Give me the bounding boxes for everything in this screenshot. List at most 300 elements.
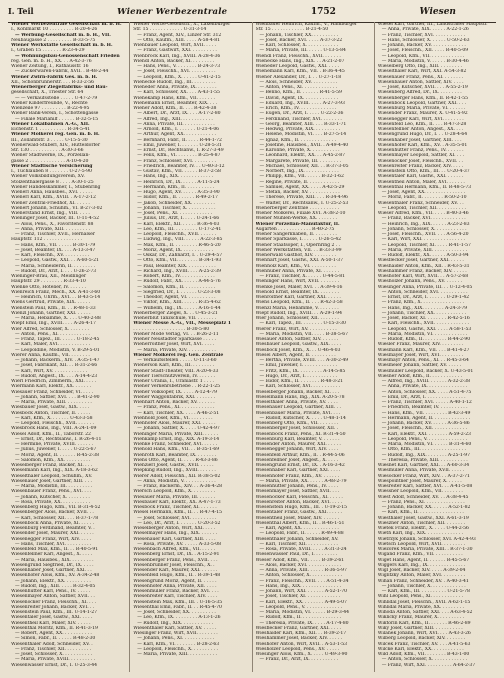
directory-entry: Wiesmayr Anton, Pens., XI. . . R-45-3-64 <box>377 358 469 363</box>
directory-entry: — Verkaufsstellen . . . . . U-11-3-60 <box>137 358 217 363</box>
directory-entry: Wietrzyk Johann, Schlosser, XVI. A-42-4-93 <box>377 536 476 542</box>
directory-columns <box>8 22 496 672</box>
directory-entry: — Ernst, Dr., Rechtsanw., I. R-27-3-49 <box>137 148 224 153</box>
directory-entry: Wiesenstein Paul, Kfm., III. U-14-1-27 <box>11 610 98 615</box>
directory-entry: Wiener Staatsoper, I., Opernring 2 . . <box>255 242 341 248</box>
section-title: Wiener Werbezentrale <box>117 7 228 17</box>
directory-entry: — Theresia, Private, XIII. . . . . . . . . . . <box>381 457 468 463</box>
directory-entry: — Hans, Ing., XIX. . . . . . . . A-24-3-79 <box>381 305 468 311</box>
directory-entry: — Arnold, Kfm., I. . . . . . . U-21-4-06 <box>137 127 220 132</box>
directory-entry: — Ernst, Dr., Arzt, I. . . . . . . U-29-1-42 <box>381 295 470 300</box>
directory-entry: Wihan Franz, Schneider, XV. . A-40-3-41 <box>377 578 469 584</box>
directory-entry: Str. 15 . . . . . . . . . . . . B-21-4-50 <box>255 27 329 33</box>
directory-entry: — Johann, Sattler, XVI. . . . B-41-2-90 <box>15 394 100 400</box>
directory-entry: — Maria, Modistin, V. . . . . . B-30-4-46 <box>381 58 469 64</box>
directory-entry: — Karl, Elektr., XII. . . . . . R-36-4-03 <box>137 221 220 227</box>
directory-entry: Wienzl Maria, Hebamme, V. . . . . . . . <box>255 305 339 311</box>
directory-entry: Wiener Adolf, Kfm., II. . . . R-42-4-38 <box>133 106 217 111</box>
directory-entry: Wiesenreiter Franz, Bäcker, XIV. . . . . <box>377 163 464 169</box>
directory-entry: — Heinrich, Dr., IX. . . . . . A-11-5-24 <box>137 179 220 185</box>
directory-entry: Wiesenöcker Josef, Fleischh., XVII. . . <box>377 158 463 164</box>
directory-entry: Wiktorin Karl, Kfm., II. . . . . . . R-46-2-89 <box>377 620 471 626</box>
column-1 <box>8 22 130 672</box>
directory-entry: — Anna, Private, XIII. . . . . . R-36-5-97 <box>259 568 347 573</box>
directory-entry: Wiesengrund Ernst, Dr., IX. . A-16-3-42 <box>255 463 345 468</box>
directory-entry: — Samuel, Agent, XX. . . . . A-42-5-29 <box>259 184 345 190</box>
directory-entry: — Leopold, Tischler, XI. . . . . R-41-1-57 <box>381 242 471 248</box>
directory-entry: Wiesbauer Leopold, Gastw., XIX. . . . . <box>255 342 342 348</box>
directory-entry: — Hans, Ing., XIX. . . . . . . . . . . . . <box>137 174 214 180</box>
directory-entry: Wiesentheil Anton, Maler, XVI. . . . . . . <box>377 179 465 185</box>
directory-entry: — Oskar, Dr., Zahnarzt, I. . U-29-4-57 <box>137 253 223 258</box>
directory-entry: — Ludwig, Ing., VIII. . . . . . A-22-3-85 <box>137 237 223 243</box>
directory-entry: Wiesenbauer Anton, Sattler, XIV. . . . . <box>377 79 464 85</box>
directory-entry: — Karl, Tapez., III. . . . . . . . U-15-3-30 <box>259 321 346 327</box>
directory-entry: — Maria, Private, XIII. . . . . . . . . . . . . <box>381 247 468 253</box>
directory-entry: — Hans, Tischler, XVI. . . . . . . . . . <box>15 541 92 547</box>
directory-entry: — Franz, Bäckerm., XIV. . . A-36-4-28 <box>137 484 222 489</box>
directory-entry: Wiesengrund Siegfried, Dr., IX. . . . . <box>11 562 94 568</box>
directory-entry: Wiesengrund Moriz, Agent, II. . . . . . <box>133 578 217 584</box>
directory-entry: Wiener Neustädter Sparkasse . . . . . <box>133 337 216 342</box>
directory-entry: Wilcek Franz, Tischler, XV. . . . A-41-5-63 <box>377 641 471 647</box>
directory-entry: — Jakob, Schneider, XX. . . . . . . . . <box>137 200 215 206</box>
directory-entry: Augarten . . . . . . . . . . . . R-40-2-75 <box>255 226 335 232</box>
directory-entry: Wiesenberg Hugo, Kfm., VII. B-31-4-52 <box>11 505 101 510</box>
column-2 <box>130 22 252 672</box>
directory-entry: III., Zollamtstr. 3 . . . . . U-15-5-30 <box>11 137 88 143</box>
directory-entry: Wiener Volksbildungsverein, XV. <box>11 174 85 180</box>
directory-entry: Wieneder Leopold, Gastw., XXI. . . . . <box>255 64 339 69</box>
directory-entry: Wiesentaler Karl, Gastw., XXI. . . . . . . <box>377 174 464 180</box>
directory-entry: Wiesinger Alois, Kfm., X. . . . . U-49-3-90 <box>255 652 348 657</box>
directory-entry: — Ferdinand, Tischler, XVI. . . . . . . . <box>259 116 342 122</box>
directory-entry: Wienreich Franz, Mech., XX. A-41-3-60 <box>11 289 101 295</box>
directory-entry: — Karl, Fleischh., XV. . . . . . . . . . <box>15 253 90 258</box>
directory-entry: Wienerwald-Stüberl, XIV., Hütteldorfer <box>11 142 100 148</box>
directory-entry: — Otto, Kfm., III. . . . . . . . . . . . . . . . . <box>381 447 466 453</box>
directory-entry: Wiesenberger Alois, Bäcker, XVII. . . <box>11 510 94 516</box>
directory-entry: — Josef, Pens., XI. . . . . . . . . . . . . <box>137 211 213 216</box>
directory-entry: Wienerwald Gasthof, XIV. . . . . . . . . <box>255 253 336 258</box>
directory-entry: Wiesenegger Johann, Wirt, XIV. . . . . <box>255 447 339 453</box>
directory-entry: Wiener Molkerei reg. Gen. m. b. H. <box>11 132 100 138</box>
directory-entry: — Leopold, Fleischh., XVII. . . . . . . <box>15 421 94 426</box>
directory-entry: Wiesenhofer Alois, Kfm., XV. A-34-2-48 <box>11 573 100 579</box>
directory-entry: Wiesböck Anton, Tischler, II. . . . . . <box>11 410 91 416</box>
directory-entry: — Maria, Private, III. . . . . . U-13-5-84 <box>259 48 346 54</box>
directory-entry: — David, Agent, IX. . . . . . . . . . . . . <box>259 95 339 101</box>
directory-entry: Wiget Hans, Agent, II. . . . . . . R-45-5-67 <box>377 557 470 563</box>
directory-entry: — Anton, Schneider, XVI. . . . . . . . . . . <box>381 289 468 295</box>
directory-entry: Wiessner Leopold, Kfm., VII. . . . . . . . <box>377 489 463 495</box>
directory-entry: — Hedwig, Private, XIX. . . . . . . . . . <box>259 127 341 132</box>
directory-entry: Wienekamp Hans, Kfm., VII. . . . . . . <box>133 95 215 101</box>
directory-entry: — Benno, Kfm., II. . . . . . . R-41-5-59 <box>259 90 342 96</box>
directory-entry: — Emil, Juwelier, I. . . . . . . U-28-5-31 <box>137 142 222 148</box>
directory-entry: Wiesenstein Otto, Kfm., III. . . U-20-4-37 <box>377 169 470 174</box>
directory-entry: Wiesenthal Hermann, Kfm., II. R-48-5-73 <box>377 184 472 190</box>
directory-entry: Wiener Städtische Versicherung <box>11 163 93 169</box>
directory-entry: — Anna, Private, XIII. . . . . . . . . . <box>15 226 90 232</box>
directory-entry: — Ignaz, Kfm., II. . . . . . . . . . . . . . <box>259 137 337 143</box>
directory-entry: Wiener Stadtwerke, IX., Porzellan- <box>11 153 90 159</box>
directory-entry: Wieshaider Karl, Kfm., XII. . . R-39-2-17 <box>255 631 347 636</box>
directory-entry: Wiesenreiter Johann, Bäcker, XVI. . . <box>11 604 95 610</box>
directory-entry: Str. 130 . . . . . . . . . . . A-30-3-66 <box>11 148 84 153</box>
directory-entry: — Alois, Pens., X., Favoritenstr. 88 <box>15 221 94 227</box>
directory-entry: Wiesenthal Moritz, Kfm., II. R-41-3-19 <box>11 625 98 631</box>
directory-entry: Wiesenauer Josef, Gärtner, XIII. . . . <box>11 478 92 484</box>
directory-entry: Wiesenreiter Karl, Tischler, XIV. . . . . <box>133 594 218 600</box>
directory-entry: — Isidor, Kfm., II. . . . . . . . R-48-3-21 <box>259 379 343 384</box>
directory-entry: — Maria, Schneiderin, II. . . . . . . . . <box>15 263 96 269</box>
directory-entry: — Hugo, Dr., Arzt, I. . . . . . . . . . . . <box>259 373 337 379</box>
directory-entry: Wieninger Maria, Private, XIII. . . . . . <box>133 431 218 437</box>
directory-entry: Wiesender Franz, Maurer, X. U-41-5-92 <box>377 111 468 117</box>
directory-entry: — Erich, Kfm., IV. . . . . . . . . . . . . . <box>259 106 337 111</box>
directory-entry: Wiesholzer Leopold, Pens., XV. . . . . . <box>255 646 340 652</box>
directory-entry: — Franz, Tischler, XVI. . . . . . . . . . . . <box>381 32 466 38</box>
directory-entry: Wienerson Karl, Kfm., III. . . . . . . . . <box>133 363 215 369</box>
directory-entry: — Rudolf, Ing., XIX. . . . . . . . . . . . <box>137 620 214 626</box>
directory-entry: Wiesenthal Albert, Kfm., II. . R-46-1-51 <box>255 520 345 526</box>
directory-entry: — Karl, Maler, XVI. . . . . . . . . . . . <box>15 342 90 348</box>
directory-entry: — Maria, Modistin, VI. . . . . . B-29-3-44 <box>259 610 350 615</box>
directory-entry: Wiesenöcker Franz, Fleischh., XI. . . . <box>11 599 97 605</box>
directory-entry: Wiesenmüller Franz, Bäcker, XVI. . . . <box>133 589 219 594</box>
directory-entry: — Karl, Agent, XX. . . . . . . . . . . . . . <box>259 526 339 531</box>
directory-entry: — Heinrich, Uhrm., XVI. . . B-43-5-14 <box>15 295 101 300</box>
directory-entry: Wiener Volksoper, IX. . . . . A-12-4-79 <box>133 389 218 395</box>
directory-entry: Wiesenburg Maria, Private, VI. . . . . . . <box>377 106 466 111</box>
directory-entry: Wiesenauer Karl, Gärtner, XIII. . . . . <box>133 536 216 542</box>
directory-entry: Wienecke Rudolf, Ing., III. . . . . . . . . <box>133 79 216 85</box>
directory-entry: — Filiale Mariahilf . . . . . . B-32-5-15 <box>15 116 99 122</box>
directory-entry: Wihlidal Josef, Fleischh., XVII. A-62-1-15 <box>377 599 471 605</box>
directory-entry: Wiesmüller Anna, Private, XVII. . . . . . <box>377 468 465 474</box>
directory-entry: Wiesenberger Franz, Pens., XVII. . . . <box>133 557 218 563</box>
directory-entry: — Albert, Dr., Arzt, IX. . . . A-17-2-80 <box>137 111 221 117</box>
directory-entry: Wiermann Karl, Elektr., XX. . . . . . . <box>11 384 92 390</box>
directory-entry: — Karl, Schlosser, XII. . . . R-37-1-78 <box>15 515 99 521</box>
directory-entry: Wieselthaler Anna, Private, XV. . . . . <box>255 400 338 405</box>
directory-entry: — Hermine, Private, XVIII. . . . . . . <box>15 442 94 447</box>
directory-entry: — Franz, Gastwirt, XXI. . . . . . . . . . <box>137 48 217 54</box>
directory-entry: — Josef, Tischler, XI. . . . . . . . . . . . . <box>259 594 341 600</box>
directory-entry: Wiesender Karl, Maurer, XXI. . . . . . . <box>133 568 218 573</box>
directory-entry: — Karl, Fleischh., XVII. . . . . . . . . . . . . <box>381 321 469 327</box>
directory-entry: Wiesenböck Anna, Private, XI. . . . . . <box>11 520 95 526</box>
directory-entry: Stolzenthalergasse 8 . . . . A-30-1-25 <box>11 179 94 185</box>
directory-entry: Wiesenhaber Josef, Gärtner, XIII. . . . <box>377 137 462 143</box>
directory-entry: — Johann, Kutscher, X. . . . . . . . . <box>15 494 90 500</box>
directory-entry: Wierer Franz, Wirt, XV. . . . . . . . . . . <box>255 326 337 332</box>
directory-entry: — Franz, Tischler, XVII., Hernalser <box>15 232 95 237</box>
directory-entry: — Anton, Pens., XI. . . . . . . . . . . . . <box>259 85 338 90</box>
directory-entry: — Otto, Kfm., VII. . . . . . . . B-34-1-93 <box>137 258 222 264</box>
directory-entry: — Leopold, Fleischh., XVII. . . . . . . <box>137 232 217 237</box>
directory-entry: Wiesenburg Karl, Beamter, V. . . . . . . <box>255 436 340 442</box>
directory-entry: Wiener Sängerknaben, II. . . . . . . . . <box>255 232 337 237</box>
directory-entry: Wiener Mode Verlag, VI. . . B-26-2-11 <box>133 331 219 337</box>
directory-entry: — Johann, Tischler, XX. . . . . . . . . . . . <box>381 310 467 316</box>
directory-entry: Wiesbauer Josef, Gastw., XIX. . . . . <box>11 405 90 411</box>
directory-entry: — Moriz, Agent, II. . . . . . . R-45-2-38 <box>15 452 99 458</box>
directory-entry: — Josef, Fleischh., XII. . . . . . . . . . . . . <box>381 426 468 432</box>
directory-entry: Wiesenhütter Johann, Pens., IV. . . . . <box>255 484 339 489</box>
directory-entry: — Isidor, Kfm., II. . . . . . . R-49-2-17 <box>137 195 218 201</box>
directory-entry: Wiepf Emil, Ing., XVIII. . . . A-26-4-17 <box>11 321 96 327</box>
directory-entry: — Paul, Beamter, XIX. . . . . . . . . . . <box>137 263 216 269</box>
directory-entry: Wienzierl Josef, Gastw., XVII. . . . . . <box>133 463 214 468</box>
directory-entry: Wienert Johann, Schuhm., VI. B-27-3-02 <box>11 205 103 211</box>
directory-entry: Wienholz Karl, Kfm., VI. . . . . . . . . . <box>255 263 336 269</box>
directory-entry: — Anton, Schlosser, XX. . . . . A-51-4-75 <box>381 389 472 395</box>
directory-entry: — Alfred, Ing., XIII. . . . . . . . . . . . <box>137 116 213 122</box>
directory-entry: — Maria, Modistin, VI. . . . . . . . . . . . . <box>381 331 468 337</box>
directory-entry: — Johann, Bäcker, XV. . . . . . . . . . . . . <box>381 43 466 48</box>
directory-entry: — Josef, Schlosser, X. . . . . . . . . . . <box>15 652 92 657</box>
directory-entry: Wiener Mühlen-Werke, XX. . . . . . . . <box>255 216 337 222</box>
page-header <box>8 6 496 23</box>
directory-entry: Wienbauer Heinrich, Kaufm., V., Hamburger <box>255 22 358 27</box>
directory-entry: — Hans, Schlosser, X. . . . . . U-50-2-63 <box>381 37 470 43</box>
directory-entry: Wiendl Franz, Fleischh., XVII. . . . . . . <box>255 53 341 59</box>
directory-entry: — Julius, Dr., Arzt, I. . . . . U-24-1-66 <box>137 216 220 222</box>
directory-entry: — Salomon, Kfm., II. . . . . . . . . . . . <box>137 284 216 290</box>
directory-entry: — Josef, Fleischh., XVII. . . . A-56-4-20 <box>381 232 469 237</box>
directory-entry: Wietek Franz, Elektr., X. . . . . U-44-2-56 <box>377 526 469 531</box>
directory-entry: — Johann, Bäckerm., XIV. . A-35-1-47 <box>15 358 100 363</box>
directory-entry: — Franz, Dr., Arzt, IX. . . . . . . . . . . <box>259 657 339 663</box>
directory-entry: Wienke Otto, Hotelier, IV. . . . . . . <box>11 284 86 290</box>
directory-entry: — Georg, Beamter, XIII. . . . R-33-1-71 <box>259 121 347 127</box>
directory-entry: — Rudolf, Ing., XIII. . . . . R-32-4-05 <box>15 583 96 589</box>
directory-entry: — Leopold, Tischler, XII. . . . . . . . . . . <box>381 205 466 211</box>
directory-entry: Wiesel Karl, Gärtner, III., Landstraßer Hauptstr. <box>377 22 488 27</box>
directory-entry: — Hans, Kfm., VII. . . . . . B-30-1-79 <box>15 242 96 248</box>
directory-entry: Wieshofer Karl, Wirt, XVII. . . A-57-2-68 <box>377 274 469 279</box>
directory-entry: Wiener Sparkasse, I. . . . . . U-26-5-42 <box>255 237 341 243</box>
directory-entry: . . . . . . . . . . . . . . . . . . . B-30-5-80 <box>133 326 210 332</box>
directory-entry: Wiesbauer Karl, Elektr., XX. A-47-1-73 <box>133 499 221 505</box>
directory-entry: Wiener Werbe-Gesellsch., X., Laxenburger <box>133 22 231 27</box>
directory-entry: — Margarete, Private, III. . . . . . . . . <box>259 158 342 164</box>
directory-entry: — Hermann, Agent, II. . . . . . . . . . . . . . <box>381 415 471 421</box>
directory-entry: — Josef, Kutscher, XVII. . . . A-55-2-19 <box>381 85 468 90</box>
directory-entry: Wiendl Anton, Bäcker, XI. . . . . . . . . <box>133 58 215 64</box>
directory-entry: Wiesinger Anna, Private, III. . . U-12-4-05 <box>377 284 473 290</box>
directory-entry: Wienkamp Ernst, Ing., XIX. A-19-3-14 <box>133 436 220 442</box>
directory-entry: — Leopold, Pens., V. . . . . . . . . . . . . . . <box>381 436 468 442</box>
directory-entry: Wiesel Albert, Agent, II. . . . . . . . . . <box>255 352 336 358</box>
directory-entry: Wiesenstein Max, Kfm., III. . U-16-5-35 <box>133 599 223 605</box>
directory-entry: Wiesenegger Franz, Wirt, XIV. . . . . <box>11 536 92 542</box>
directory-entry: — Franz, Tischler, XVI. . . . . . A-40-1-12 <box>381 400 472 405</box>
directory-entry: Wier Johann, Schlosser, XII. . . . . . . . <box>255 316 339 321</box>
directory-entry: Wiesender Anton, Maurer, XXI. . . . . . <box>255 442 341 447</box>
column-3 <box>253 22 375 672</box>
directory-entry: Wiener Tierschutzverein, IV. . . . . . . <box>133 373 215 379</box>
directory-entry: — Siegfried, Dr., I. . . . . . . U-23-3-08 <box>137 289 221 295</box>
directory-entry: — Johann, Schlosser, X. . . . . . . . . . . . <box>381 226 467 232</box>
directory-entry: Wiens Gertrud, Private, XIX. . . . . . <box>11 300 91 306</box>
directory-entry: — Arthur, Agent, XX. . . . . . . . . . . . <box>137 132 216 138</box>
running-head: Wiesen <box>419 7 456 17</box>
directory-entry: Wieth Karl, Ing., XIX. . . . . . . . . . . . . . <box>377 531 464 537</box>
directory-entry: — Franz, Tapez., III. . . . . . U-18-2-45 <box>15 337 100 342</box>
directory-entry: — Alois, Bäcker, XVI. . . . . . . . . . . . . <box>259 562 342 568</box>
directory-entry: Wiesenfeld Hugo, Kfm., II. . R-39-1-48 <box>133 573 221 579</box>
directory-entry: Wiesenmayer Leopold, Sattler, XI. . . . <box>377 153 464 159</box>
directory-entry: — Karoline, Private, X. . . . . . . . . . . <box>259 148 340 153</box>
directory-entry: — Leo, Kfm., IX. . . . . . . . . A-13-1-26 <box>137 615 221 621</box>
directory-entry: — Felix, Kfm., VI. . . . . . . . B-25-4-87 <box>137 153 221 159</box>
directory-entry: — Robert, Kfm., IV. . . . . . . . . . . . . <box>137 274 215 279</box>
directory-entry: Wiest Adolf, Schneider, XV. . . A-38-4-45 <box>377 494 469 500</box>
part-label: I. Teil <box>8 6 34 16</box>
directory-entry: Wiener Molkerei, Filiale XVI. A-38-2-10 <box>255 211 346 216</box>
directory-entry: I., Graben 15 . . . . . . . R-23-4-29 <box>11 48 85 54</box>
directory-entry: — Johann, Tischler, XX. . . . . . . . . . <box>259 32 339 38</box>
directory-entry: — Franz, Schlosser, XVI. . . . . . . . . <box>137 158 216 164</box>
directory-entry: — Alois, Schneider, XV. . . . . . . . . . <box>259 79 338 85</box>
directory-entry: Wieshammer Franz, Bäcker, XIV. . . . . . <box>377 268 467 274</box>
directory-entry: Wiesner Adolf, Kfm., II. . . . . . . . . . . . <box>377 373 463 379</box>
directory-entry: — Helene, Modistin, VI. . . . B-27-5-14 <box>259 132 347 138</box>
directory-entry: — Emil, Juwelier, I. . . . . . . . . . . . . <box>259 363 337 369</box>
directory-entry: — Karl, Schlosser, XX. . . . A-43-1-55 <box>137 90 220 96</box>
directory-entry: Wiener Verkehrsbetriebe . . R-22-1-25 <box>133 384 220 390</box>
directory-entry: — Anna, Private, IX. . . . . . . . . . . . . . . <box>381 384 468 390</box>
directory-entry: Wiener Werkstätte Gesellschaft m. b. H. <box>11 43 113 48</box>
directory-entry: Wierer Anna, Kaufm., VII. . . . . . . . <box>11 352 90 358</box>
directory-entry: Wiens Otto, Agent, II. . . . . R-43-3-86 <box>133 457 218 463</box>
directory-entry: — Anton, Schlosser, X. . . . . . . . . . . . . <box>381 657 468 663</box>
directory-entry: Hauptstr. 29 . . . . . . . . R-33-4-10 <box>11 279 86 285</box>
directory-entry: Wienzl Johann, Gärtner, XXI. . . . . . <box>11 310 91 316</box>
directory-entry: Wiesflecker Franz, Gärtner, XXI. . . . . <box>255 625 341 631</box>
directory-entry: Wieselberger Johann, Bäcker, XI. . . . <box>255 389 340 395</box>
directory-entry: — Josef, Schlosser, XVI. . . . . . . . . . <box>137 515 217 521</box>
directory-entry: Wiesenmayer Anton, Sattler, XVII. . . <box>11 594 95 600</box>
directory-entry: Wieser Alfred, Kfm., VII. . . . . B-40-3-46 <box>377 211 469 216</box>
directory-entry: — Leopold, Fleischh., X. . . . . . . . . . <box>137 646 218 652</box>
directory-entry: Wiesenhaber Karl, Gärtner, XXI. . . . . <box>255 468 341 474</box>
directory-entry: Wiersch Leopold, Kfm., X. . . . . . . . . <box>133 489 216 495</box>
directory-entry: — Johann, Tischler, X. . . . . . . . . . . <box>137 205 216 211</box>
directory-entry: — Karl, Wirt, XV. . . . . . . . . . . . . <box>15 368 88 374</box>
directory-entry: — Franz, Wirt, XXI. . . . . . . . . . A-64-2-37 <box>381 662 476 668</box>
directory-entry: — Anna, Modistin, V. . . . . . . . . . . . <box>137 478 216 484</box>
directory-entry: Wiky Josef, Gärtner, XIII. . . . . . . . . . . <box>377 625 463 631</box>
directory-entry: — Leopold, Fabr., II. . . . . . R-49-4-88 <box>259 531 344 537</box>
directory-entry: Wiesenthaler Franz, Schneider, XV. . . <box>377 200 464 206</box>
directory-entry: Wiesenthal Emil, Fabr., II. . . R-45-4-70 <box>133 604 222 610</box>
directory-entry: Wiener Waggonfabrik, XXI. . . . . . . . <box>133 394 216 400</box>
directory-entry: — Emil, Dr., Arzt, I. . . . . . . . . . . . . . . <box>381 394 466 400</box>
directory-entry: Wiesenberger Josef, Schlosser, XII. . <box>255 426 339 432</box>
directory-entry: Wiesenfeld Leo, Kfm., II. . . . R-47-3-28 <box>377 121 467 127</box>
directory-entry: — Josef, Bäcker, XVI. . . . . A-37-3-22 <box>259 37 343 43</box>
directory-entry: Wiesenauer Leopold, Gärtner, XIII. . . <box>255 405 341 411</box>
directory-entry: — Maria, Private, XVIII. . . . . . . . . . <box>15 657 96 663</box>
directory-entry: — Bernhard, Fabr., II. . . . . R-44-1-72 <box>137 137 222 143</box>
directory-entry: Wiener Messe A.-G., VII., Messeplatz 1 <box>133 321 231 327</box>
directory-entry: — Philipp, Kfm., VII. . . . . . B-32-1-62 <box>259 174 344 180</box>
directory-entry: Wild Adolf, Kfm., VII. . . . . . . . B-43-1-00 <box>377 652 470 657</box>
directory-entry: — Rosa, Private, XV. . . . . . A-33-5-08 <box>137 541 222 547</box>
directory-entry: — Franz, Kfm., X. . . . . . . . . . . . . . . . <box>381 300 465 306</box>
directory-entry: — Rudolf, Kfm., II. . . . . . . . . R-44-2-90 <box>381 337 471 342</box>
directory-entry: — Rudolf, Fabr., XX. . . . . . A-44-5-76 <box>137 279 221 285</box>
directory-entry: — Werbung-Gesellschaft m. b. H., VII. <box>15 32 111 38</box>
directory-entry: — Hans, Ing., XIX. . . . . . . . . . . . . . . <box>259 583 342 589</box>
directory-entry: Wiesenhofer Anna, Private, XII. . . . . <box>133 583 217 589</box>
directory-entry: — Heinrich, Ing., XIX. . . . . . A-23-2-83 <box>381 221 470 227</box>
directory-entry: — Karl, Schlosser, XVI. . . . . . . . . . . <box>259 384 341 390</box>
directory-entry: Wiklicky Franz, Maurer, X. . . . . . . . . . <box>377 615 465 621</box>
directory-entry: — Karl, Kfm., II. . . . . . . . . . . . . . . . . <box>381 510 464 516</box>
directory-entry: — Maria, Modistin, VI. . . . . . B-31-4-60 <box>381 442 472 447</box>
directory-entry: Wienemann Ernst, Beamter, XIX. . . . <box>133 100 218 106</box>
directory-entry: — Johann, Pens., XI. . . . . . . . . . . . <box>137 636 215 642</box>
directory-entry: — Hermann, Kfm., II. . . . . . . . . . . <box>137 184 215 190</box>
directory-entry: — Anna, Private, III. . . . . . . . . . . . <box>137 121 215 127</box>
directory-entry: Wiesmann Karl, Kfm., VII. . . . B-41-4-27 <box>377 347 470 353</box>
directory-entry: Wiesmeier Johann, Sattler, XV. . . . . . <box>377 363 462 369</box>
directory-entry: — Richard, Ing., XVIII. . . . A-25-2-39 <box>137 268 222 274</box>
directory-entry: gasse 2 . . . . . . . . . . . . . A-10-4-20 <box>11 158 89 164</box>
directory-entry: Wiesentaler Franz, Gastw., XXI. . . . . . <box>255 510 342 516</box>
directory-entry: Wiesenthaler Adolf, Schneider, XV. . <box>11 641 93 647</box>
directory-entry: Wiesenbrunner Josef, Fleischh., X. . <box>133 562 215 568</box>
directory-entry: Wilberg Leopold, Bäcker, XIV. . . . . . . . <box>377 636 466 642</box>
directory-entry: — Karl, Kfm., X. . . . . . . U-43-3-58 <box>15 415 93 421</box>
directory-entry: Wieselberger Anton, Wirt, XXI. . . . . <box>133 526 216 531</box>
directory-entry: — Maria, Modistin, VII. . . . . B-38-5-67 <box>259 331 348 337</box>
directory-entry: Wieser Adolf, Kfm., VII. . . . . B-39-2-61 <box>255 557 345 563</box>
directory-entry: Neubaugasse 2 . . . . . . . . . B-33-5-75 <box>11 37 96 43</box>
directory-entry: — Josef, Agent, XX. . . . . . . . . . . . . . . <box>381 190 466 195</box>
directory-entry: — Karl, Kfm., VI. . . . . . . . B-28-2-63 <box>137 641 220 647</box>
directory-entry: Wiesenberg Alfred, Dr., IX. . . . . . . . . <box>377 90 462 96</box>
directory-entry: — Maria, Hebamme, X. . . . U-40-2-88 <box>15 316 101 321</box>
directory-entry: Wiesenhütter Karl, Pens., IV. . . . . . <box>11 589 91 594</box>
directory-entry: Wiesauer Franz, Schneider, VI. . . . . <box>11 389 94 395</box>
directory-entry: Wiesmayer Josef, Wirt, XVI. . . . . . . . . <box>377 352 464 358</box>
directory-entry: Wiesentheil Karl, Maler, XIV. . . . . . <box>11 620 91 626</box>
directory-entry: Wieselberg Otto, Ing., XIII. . . . . . . . . <box>377 64 462 69</box>
directory-entry: — Rosa, Private, XX. . . . . . . . . . . <box>15 499 91 505</box>
directory-entry: Wiener Zwirn-Fabrik Ges. m. b. H. <box>11 74 98 80</box>
directory-entry: Wiener Molkerei reg. Gen. Zentrale <box>133 352 224 358</box>
directory-entry: — Robert, Agent, XX. . . . . . . . . . . <box>15 631 92 636</box>
directory-entry: — Max, Kfm., II. . . . . . . . . R-46-5-20 <box>137 242 221 248</box>
directory-entry: Wiesengrund Hugo, Dr., I. . . U-28-4-64 <box>377 132 468 138</box>
directory-entry: — Anton, Schlosser, X. . . . . . . . . . . . <box>259 573 342 579</box>
directory-entry: — Karl, Schlosser, X. . . . . . . . . . . . <box>259 43 338 48</box>
directory-entry: Wiener Porzellan-Manufaktur, II. <box>255 221 340 227</box>
directory-entry: — Johann, Sattler, X. . . . . U-42-4-97 <box>137 426 220 432</box>
directory-entry: Wiesenberg Ernst, Dr., IX. . A-15-2-91 <box>133 552 220 558</box>
directory-entry: Wiesauer Anton, Sattler, XIV. . . . . . . <box>255 337 339 342</box>
directory-entry: Wieselmann Hans, Ing., XIX. A-20-5-78 <box>255 394 345 400</box>
directory-entry: — Karl, Kfm., III. . . . . . . . . . U-21-5-78 <box>381 589 470 594</box>
directory-entry: Wiesenfeld Arthur, Kfm., II. . R-44-5-06 <box>255 452 345 458</box>
directory-entry: — Rudolf, Angest., IX. . . . A-14-4-23 <box>15 373 98 379</box>
